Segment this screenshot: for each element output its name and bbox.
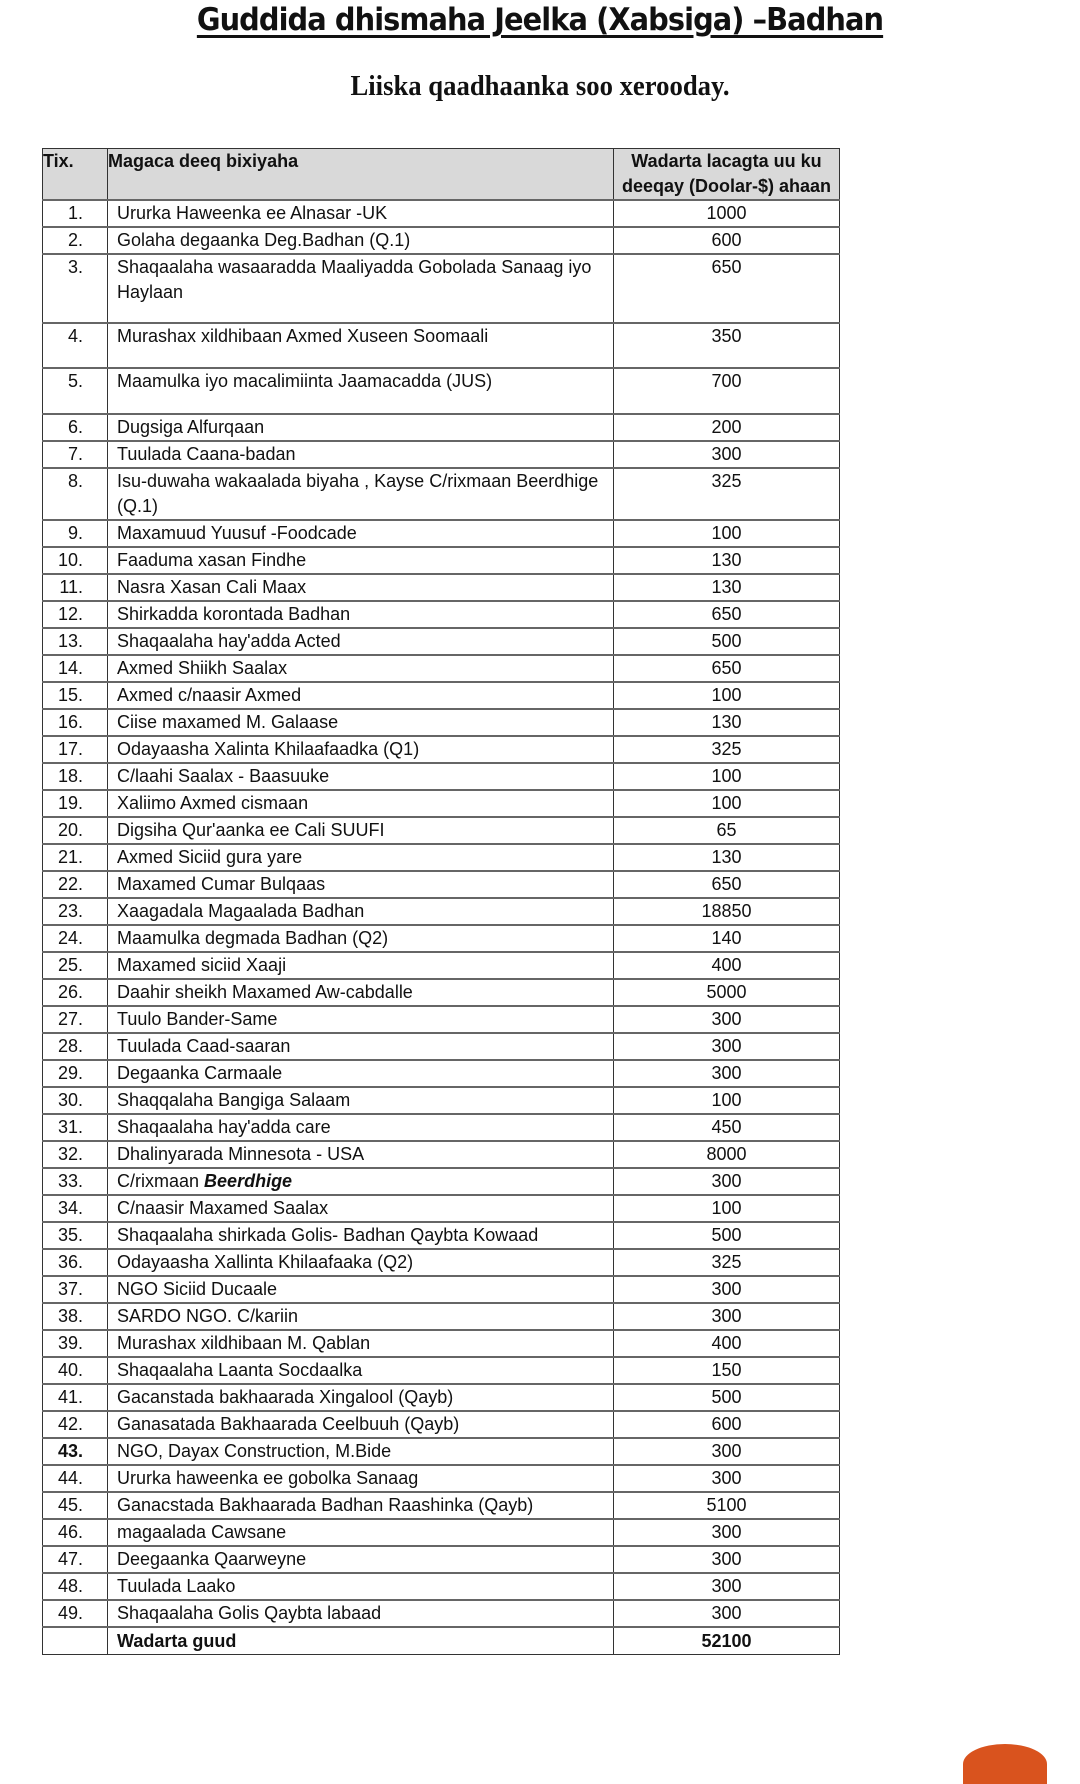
donor-name-text: Maxamuud Yuusuf -Foodcade [117, 523, 357, 543]
donor-name [108, 547, 614, 574]
donor-name [108, 709, 614, 736]
donor-name-text: Axmed Shiikh Saalax [117, 658, 288, 678]
donor-name [108, 790, 614, 817]
table-row [43, 655, 840, 682]
donation-amount: 1000 [614, 200, 840, 227]
donor-name-text: Golaha degaanka Deg.Badhan (Q.1) [117, 230, 411, 250]
table-row [43, 790, 840, 817]
table-row [43, 1303, 840, 1330]
donation-amount: 300 [614, 441, 840, 468]
donor-name-text: Shaqaalaha hay'adda Acted [117, 631, 341, 651]
donation-amount: 650 [614, 655, 840, 682]
row-number: 22. [43, 871, 108, 898]
donation-amount: 130 [614, 844, 840, 871]
donor-name-text: Shaqaalaha shirkada Golis- Badhan Qaybta Kowaad [117, 1225, 539, 1245]
donor-name [108, 1330, 614, 1357]
donor-name [108, 844, 614, 871]
donation-amount: 300 [614, 1600, 840, 1627]
table-row [43, 925, 840, 952]
donation-amount: 130 [614, 709, 840, 736]
donor-name-text: Shaqaalaha hay'adda care [117, 1117, 331, 1137]
donor-name [108, 736, 614, 763]
table-row [43, 1114, 840, 1141]
donor-name [108, 763, 614, 790]
row-number: 16. [43, 709, 108, 736]
table-row [43, 871, 840, 898]
row-number: 6. [43, 414, 108, 441]
donor-name [108, 1141, 614, 1168]
donor-name [108, 952, 614, 979]
donor-name [108, 1195, 614, 1222]
donor-name-text: Murashax xildhibaan M. Qablan [117, 1333, 371, 1353]
donor-name-text: Xaliimo Axmed cismaan [117, 793, 309, 813]
donation-amount: 600 [614, 227, 840, 254]
table-row [43, 1600, 840, 1627]
donor-name [108, 574, 614, 601]
table-row [43, 468, 840, 520]
donor-name-text: Ganacstada Bakhaarada Badhan Raashinka (Qayb) [117, 1495, 534, 1515]
row-number: 1. [43, 200, 108, 227]
row-number: 23. [43, 898, 108, 925]
row-number: 14. [43, 655, 108, 682]
donation-amount: 600 [614, 1411, 840, 1438]
donation-amount: 100 [614, 1087, 840, 1114]
donor-name [108, 655, 614, 682]
row-number: 38. [43, 1303, 108, 1330]
row-number: 12. [43, 601, 108, 628]
table-row [43, 1222, 840, 1249]
donation-amount: 400 [614, 952, 840, 979]
donor-name-text: SARDO NGO. C/kariin [117, 1306, 299, 1326]
donation-amount: 140 [614, 925, 840, 952]
donor-name [108, 1573, 614, 1600]
donor-name-emphasis: Beerdhige [204, 1171, 293, 1191]
donation-amount: 300 [614, 1303, 840, 1330]
total-label: Wadarta guud [108, 1627, 614, 1655]
row-number: 15. [43, 682, 108, 709]
donor-name [108, 441, 614, 468]
row-number: 48. [43, 1573, 108, 1600]
donor-name-text: Daahir sheikh Maxamed Aw-cabdalle [117, 982, 413, 1002]
total-row [43, 1627, 840, 1655]
table-row [43, 1276, 840, 1303]
donor-name-text: Shaqaalaha Golis Qaybta labaad [117, 1603, 382, 1623]
row-number: 10. [43, 547, 108, 574]
row-number: 26. [43, 979, 108, 1006]
table-row [43, 844, 840, 871]
donation-amount: 300 [614, 1276, 840, 1303]
donor-name-text: Axmed c/naasir Axmed [117, 685, 302, 705]
donation-amount: 325 [614, 736, 840, 763]
donor-name-text: Nasra Xasan Cali Maax [117, 577, 307, 597]
donation-amount: 5000 [614, 979, 840, 1006]
column-header-amount: Wadarta lacagta uu ku deeqay (Doolar-$) ahaan [614, 149, 840, 201]
row-number: 11. [43, 574, 108, 601]
donor-name [108, 323, 614, 368]
table-row [43, 1438, 840, 1465]
row-number: 7. [43, 441, 108, 468]
donor-name-text: Xaagadala Magaalada Badhan [117, 901, 365, 921]
table-row [43, 520, 840, 547]
donor-name-text: Odayaasha Xallinta Khilaafaaka (Q2) [117, 1252, 414, 1272]
donor-name [108, 628, 614, 655]
row-number: 44. [43, 1465, 108, 1492]
donor-name [108, 468, 614, 520]
donor-name [108, 1411, 614, 1438]
donor-name [108, 200, 614, 227]
corner-badge-icon [963, 1744, 1047, 1784]
donor-name [108, 368, 614, 414]
donor-name-text: Ururka haweenka ee gobolka Sanaag [117, 1468, 419, 1488]
total-amount: 52100 [614, 1627, 840, 1655]
donor-name-text: NGO, Dayax Construction, M.Bide [117, 1441, 392, 1461]
donor-name-text: Tuulada Laako [117, 1576, 236, 1596]
donor-name-text: Shaqqalaha Bangiga Salaam [117, 1090, 351, 1110]
donation-amount: 150 [614, 1357, 840, 1384]
donor-name [108, 1438, 614, 1465]
row-number: 25. [43, 952, 108, 979]
donation-amount: 5100 [614, 1492, 840, 1519]
donor-name [108, 1087, 614, 1114]
donor-name-text: Maxamed siciid Xaaji [117, 955, 287, 975]
table-row [43, 227, 840, 254]
donor-name-text: Axmed Siciid gura yare [117, 847, 303, 867]
donation-amount: 300 [614, 1060, 840, 1087]
table-row [43, 1330, 840, 1357]
row-number: 39. [43, 1330, 108, 1357]
column-header-donor-name: Magaca deeq bixiyaha [108, 149, 614, 201]
donation-amount: 100 [614, 763, 840, 790]
row-number: 47. [43, 1546, 108, 1573]
table-row [43, 1546, 840, 1573]
row-number: 35. [43, 1222, 108, 1249]
donor-name [108, 1600, 614, 1627]
donation-amount: 100 [614, 790, 840, 817]
table-row [43, 1519, 840, 1546]
donation-amount: 400 [614, 1330, 840, 1357]
donor-name [108, 1492, 614, 1519]
donation-amount: 500 [614, 628, 840, 655]
donor-name-text: C/naasir Maxamed Saalax [117, 1198, 329, 1218]
donor-name-text: NGO Siciid Ducaale [117, 1279, 278, 1299]
donor-name-text: Degaanka Carmaale [117, 1063, 283, 1083]
donor-name [108, 925, 614, 952]
row-number: 3. [43, 254, 108, 323]
donation-amount: 130 [614, 547, 840, 574]
donation-amount: 350 [614, 323, 840, 368]
row-number: 27. [43, 1006, 108, 1033]
donor-name [108, 1249, 614, 1276]
donor-name-text: C/laahi Saalax - Baasuuke [117, 766, 330, 786]
total-row-blank [43, 1627, 108, 1655]
table-row [43, 736, 840, 763]
donor-name-text: Isu-duwaha wakaalada biyaha , Kayse C/rixmaan Beerdhige (Q.1) [117, 471, 599, 516]
document-subtitle: Liiska qaadhaanka soo xerooday. [350, 70, 730, 102]
donor-name [108, 1033, 614, 1060]
row-number: 4. [43, 323, 108, 368]
donor-name [108, 1006, 614, 1033]
row-number: 13. [43, 628, 108, 655]
table-row [43, 414, 840, 441]
donor-name [108, 1060, 614, 1087]
table-row [43, 1384, 840, 1411]
table-header-row [43, 149, 840, 201]
row-number: 20. [43, 817, 108, 844]
donor-name [108, 871, 614, 898]
donation-amount: 650 [614, 601, 840, 628]
table-row [43, 1492, 840, 1519]
donor-name-text: Shirkadda korontada Badhan [117, 604, 351, 624]
donor-name-text: Dhalinyarada Minnesota - USA [117, 1144, 365, 1164]
table-row [43, 628, 840, 655]
row-number: 28. [43, 1033, 108, 1060]
document-title-text: Guddida dhismaha Jeelka (Xabsiga) –Badhan [196, 2, 884, 38]
row-number: 18. [43, 763, 108, 790]
table-row [43, 1357, 840, 1384]
donation-amount: 325 [614, 468, 840, 520]
donor-name-text: Ganasatada Bakhaarada Ceelbuuh (Qayb) [117, 1414, 460, 1434]
table-row [43, 1168, 840, 1195]
donor-name [108, 1384, 614, 1411]
table-row [43, 574, 840, 601]
donor-name-text: Murashax xildhibaan Axmed Xuseen Soomaali [117, 326, 489, 346]
row-number: 9. [43, 520, 108, 547]
donation-amount: 18850 [614, 898, 840, 925]
table-row [43, 817, 840, 844]
row-number: 31. [43, 1114, 108, 1141]
donor-name [108, 817, 614, 844]
donor-name [108, 898, 614, 925]
row-number: 29. [43, 1060, 108, 1087]
donor-name-text: magaalada Cawsane [117, 1522, 287, 1542]
column-header-number: Tix. [43, 149, 108, 201]
table-row [43, 682, 840, 709]
donation-amount: 130 [614, 574, 840, 601]
document-title [38, 2, 1042, 38]
donation-amount: 300 [614, 1033, 840, 1060]
row-number: 30. [43, 1087, 108, 1114]
row-number: 46. [43, 1519, 108, 1546]
donation-amount: 650 [614, 871, 840, 898]
table-row [43, 1033, 840, 1060]
table-body [43, 200, 840, 1655]
row-number: 45. [43, 1492, 108, 1519]
donor-name [108, 1546, 614, 1573]
donor-name-text: C/rixmaan [117, 1171, 200, 1191]
table-row [43, 898, 840, 925]
donor-name-text: Shaqaalaha Laanta Socdaalka [117, 1360, 363, 1380]
donor-name-text: Tuulada Caana-badan [117, 444, 296, 464]
donor-name [108, 254, 614, 323]
table-row [43, 1087, 840, 1114]
donor-name-text: Maxamed Cumar Bulqaas [117, 874, 326, 894]
donation-amount: 100 [614, 1195, 840, 1222]
row-number: 8. [43, 468, 108, 520]
table-row [43, 1195, 840, 1222]
row-number: 5. [43, 368, 108, 414]
table-row [43, 952, 840, 979]
table-row [43, 200, 840, 227]
row-number: 21. [43, 844, 108, 871]
row-number: 34. [43, 1195, 108, 1222]
table-row [43, 763, 840, 790]
donor-name-text: Ururka Haweenka ee Alnasar -UK [117, 203, 388, 223]
table-row [43, 1573, 840, 1600]
donor-name-text: Odayaasha Xalinta Khilaafaadka (Q1) [117, 739, 420, 759]
donor-name [108, 1303, 614, 1330]
row-number: 19. [43, 790, 108, 817]
donor-name-text: Shaqaalaha wasaaradda Maaliyadda Gobolada Sanaag iyo Haylaan [117, 257, 592, 302]
donor-table [42, 148, 840, 1655]
table-row [43, 1411, 840, 1438]
row-number: 17. [43, 736, 108, 763]
donation-amount: 300 [614, 1573, 840, 1600]
donor-name-text: Maamulka iyo macalimiinta Jaamacadda (JUS) [117, 371, 493, 391]
donation-amount: 8000 [614, 1141, 840, 1168]
donor-name-text: Maamulka degmada Badhan (Q2) [117, 928, 389, 948]
donor-name [108, 1276, 614, 1303]
row-number: 41. [43, 1384, 108, 1411]
table-row [43, 254, 840, 323]
table-row [43, 1006, 840, 1033]
donor-name-text: Ciise maxamed M. Galaase [117, 712, 339, 732]
donor-name [108, 1519, 614, 1546]
row-number: 40. [43, 1357, 108, 1384]
table-row [43, 1249, 840, 1276]
donor-name [108, 1222, 614, 1249]
donation-amount: 100 [614, 682, 840, 709]
row-number: 2. [43, 227, 108, 254]
donor-name-text: Gacanstada bakhaarada Xingalool (Qayb) [117, 1387, 454, 1407]
donation-amount: 700 [614, 368, 840, 414]
table-row [43, 1465, 840, 1492]
donation-amount: 325 [614, 1249, 840, 1276]
donation-amount: 300 [614, 1006, 840, 1033]
donor-name [108, 682, 614, 709]
donor-name-text: Tuulada Caad-saaran [117, 1036, 291, 1056]
donor-name [108, 601, 614, 628]
table-row [43, 547, 840, 574]
donation-amount: 650 [614, 254, 840, 323]
donor-name [108, 1168, 614, 1195]
donation-amount: 100 [614, 520, 840, 547]
table-row [43, 368, 840, 414]
donation-amount: 65 [614, 817, 840, 844]
donor-name [108, 1465, 614, 1492]
row-number: 24. [43, 925, 108, 952]
donor-name-text: Deegaanka Qaarweyne [117, 1549, 307, 1569]
donation-amount: 300 [614, 1168, 840, 1195]
donor-name [108, 1114, 614, 1141]
donor-name-text: Tuulo Bander-Same [117, 1009, 278, 1029]
row-number: 42. [43, 1411, 108, 1438]
row-number: 36. [43, 1249, 108, 1276]
table-row [43, 709, 840, 736]
row-number: 43. [43, 1438, 108, 1465]
row-number: 32. [43, 1141, 108, 1168]
donation-amount: 500 [614, 1222, 840, 1249]
row-number: 37. [43, 1276, 108, 1303]
table-row [43, 601, 840, 628]
donor-name-text: Dugsiga Alfurqaan [117, 417, 265, 437]
donor-name-text: Faaduma xasan Findhe [117, 550, 307, 570]
donation-amount: 200 [614, 414, 840, 441]
donation-amount: 300 [614, 1465, 840, 1492]
table-row [43, 323, 840, 368]
donor-name [108, 979, 614, 1006]
table-row [43, 979, 840, 1006]
donation-amount: 500 [614, 1384, 840, 1411]
table-row [43, 441, 840, 468]
donation-amount: 450 [614, 1114, 840, 1141]
donor-name [108, 414, 614, 441]
row-number: 49. [43, 1600, 108, 1627]
donor-name-text: Digsiha Qur'aanka ee Cali SUUFI [117, 820, 385, 840]
donor-name [108, 227, 614, 254]
donor-name [108, 1357, 614, 1384]
donation-amount: 300 [614, 1519, 840, 1546]
row-number: 33. [43, 1168, 108, 1195]
table-row [43, 1141, 840, 1168]
donation-amount: 300 [614, 1438, 840, 1465]
donation-amount: 300 [614, 1546, 840, 1573]
donor-name [108, 520, 614, 547]
table-row [43, 1060, 840, 1087]
